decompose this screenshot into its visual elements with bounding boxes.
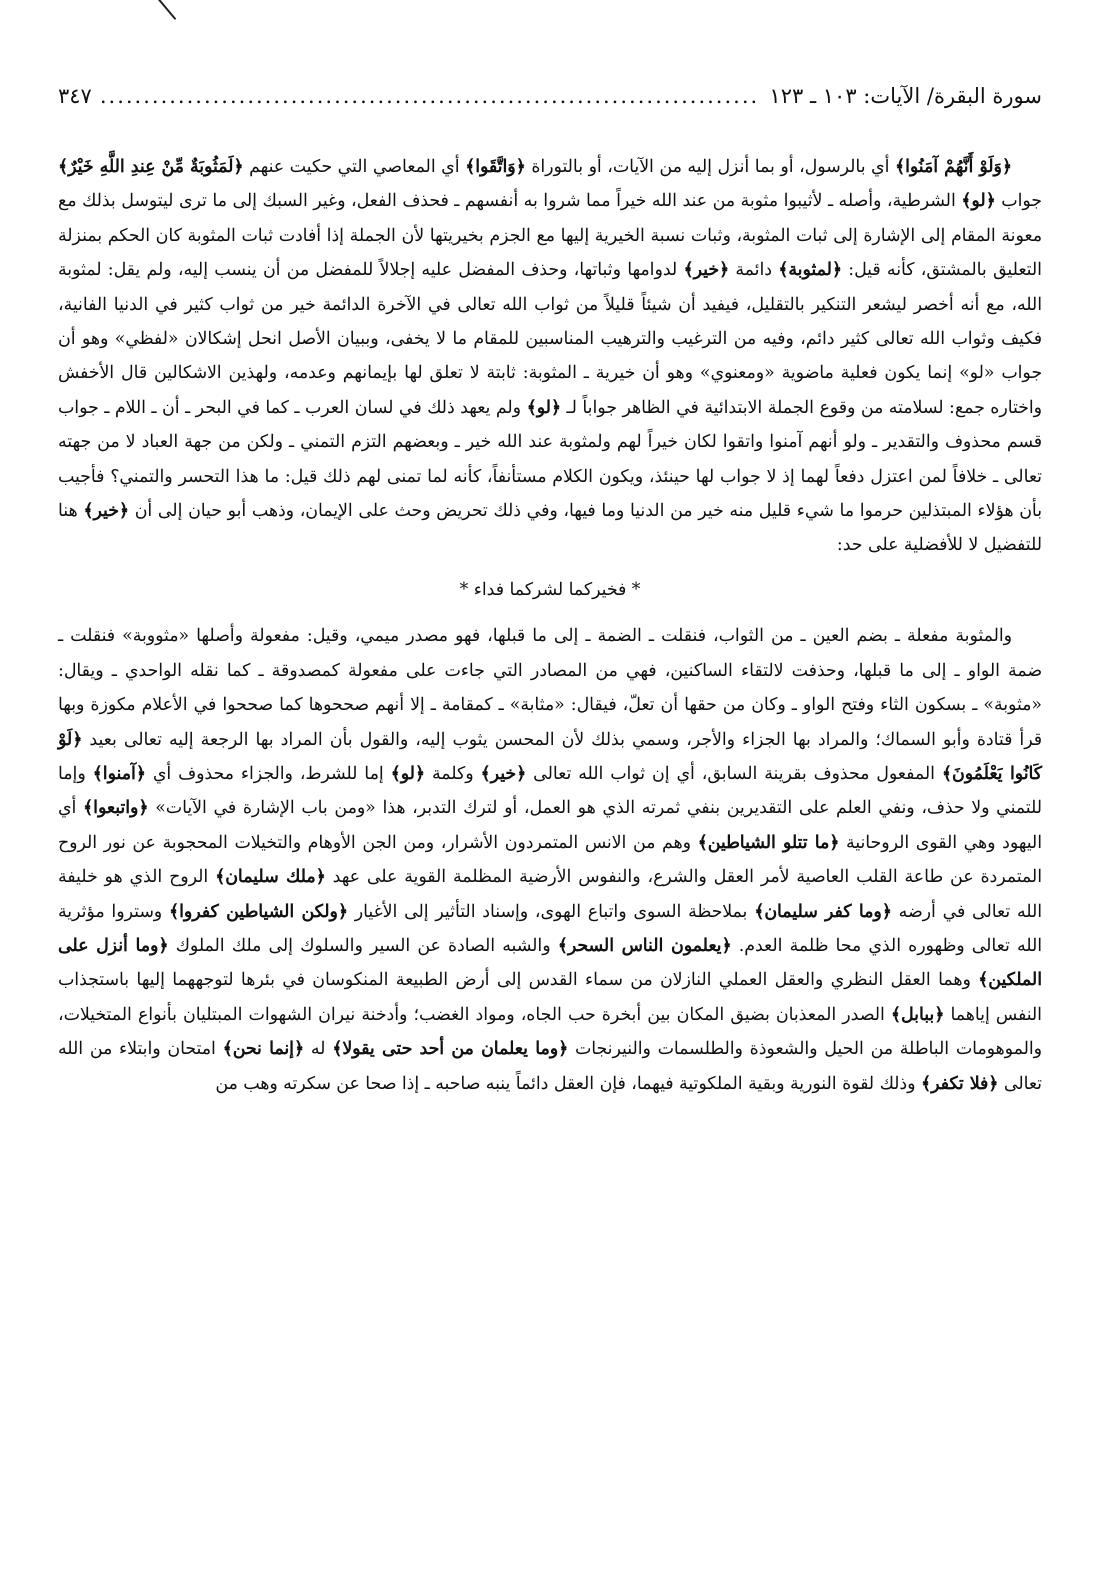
quran-quote: ﴿وما يعلمان من أحد حتى يقولا﴾ <box>332 1039 569 1060</box>
paragraph <box>58 150 1042 563</box>
text-run: وهما العقل النظري والعقل العملي النازلان من سماء القدس إلى أرض الطبيعة المنكوسان في بئرها لتوجههما إليها باستجذاب النفس إياهما <box>58 970 1042 1025</box>
quran-quote: ﴿وما كفر سليمان﴾ <box>754 901 892 922</box>
paragraph <box>58 619 1042 1101</box>
text-run: والمثوبة مفعلة ـ بضم العين ـ من الثواب، فنقلت ـ الضمة ـ إلى ما قبلها، فهو مصدر ميمي، وقيل: مفعولة وأصلها «مثووبة» فنقلت ـ ضمة الواو ـ إلى ما قبلها، وحذفت لالتقاء الساكنين، فهي من المصادر التي جاءت على مفعولة كمصدوقة ـ كما نقله الواحدي ـ ويقال: «مثوبة» ـ بسكون الثاء وفتح الواو ـ وكان من حقها أن تعلّ، فيقال: «مثابة» ـ كمقامة ـ إلا أنهم صححوها كما صححوا في الأعلام مكوزة وبها قرأ قتادة وأبو السماك؛ والمراد بها الجزاء والأجر، وسمي بذلك لأن المحسن يثوب إليه، والقول بأن المراد بها الرجعة إليه تعالى بعيد <box>58 626 1042 750</box>
quran-quote: ﴿لو﴾ <box>390 763 426 784</box>
text-run: إما للشرط، والجزاء محذوف أي <box>145 763 391 784</box>
text-run: والشبه الصادة عن السير والسلوك إلى ملك الملوك <box>168 935 558 956</box>
quran-quote: ﴿آمنوا﴾ <box>92 763 146 784</box>
quran-quote: ﴿إنما نحن﴾ <box>222 1039 305 1060</box>
text-run: الروح الذي هو خليفة الله تعالى في أرضه <box>58 867 1043 922</box>
quran-quote: ﴿ما تتلو الشياطين﴾ <box>697 832 840 853</box>
text-run: المفعول محذوف بقرينة السابق، أي إن ثواب الله تعالى <box>526 763 942 784</box>
text-run: وكلمة <box>425 763 481 784</box>
quran-quote: ﴿لو﴾ <box>526 397 562 418</box>
leader-dots <box>100 84 762 108</box>
text-run: له <box>304 1039 333 1060</box>
quran-quote: ﴿لمثوبة﴾ <box>778 260 842 281</box>
surah-title: سورة البقرة/ الآيات: ١٠٣ ـ ١٢٣ <box>769 84 1042 108</box>
text-run: * فخيركما لشركما فداء * <box>459 579 641 600</box>
poetry-verse <box>58 573 1042 607</box>
scan-mark <box>158 0 176 20</box>
quran-quote: ﴿وَاتَّقَوا﴾ <box>465 157 526 177</box>
text-run: دائمة <box>729 260 779 281</box>
text-run: جواب <box>995 191 1042 212</box>
text-run: أي اليهود وهي القوى الروحانية <box>58 798 1042 853</box>
quran-quote: ﴿ملك سليمان﴾ <box>215 867 326 888</box>
text-run: أي المعاصي التي حكيت عنهم <box>243 157 466 177</box>
quran-quote: ﴿خير﴾ <box>480 763 527 784</box>
page-number: ٣٤٧ <box>58 84 92 108</box>
text-run: بملاحظة السوى واتباع الهوى، وإسناد التأثير إلى الأغيار <box>347 901 755 922</box>
text-run: لدوامها وثباتها، وحذف المفضل عليه إجلالاً للمفضل من أن ينسب إليه، ولم يقل: لمثوبة الله، مع أنه أخصر ليشعر التنكير بالتقليل، فيفيد أن شيئاً قليلاً من ثواب الله تعالى في الآخرة الدائمة خير من ثواب كثير في الدنيا الفانية، فكيف وثواب الله تعالى كثير دائم، وفيه من الترغيب والترهيب المناسبين للمقام ما لا يخفى، وببيان الأصل انحل إشكالان «لفظي» وهو أن جواب «لو» إنما يكون فعلية ماضوية «ومعنوي» وهو أن خيرية ـ المثوبة: ثابتة لا تعلق لها بإيمانهم وعدمه، ولهذين الاشكالين قال الأخفش واختاره جمع: لسلامته من وقوع الجملة الابتدائية في الظاهر جواباً لـ <box>58 260 1042 418</box>
book-page <box>58 0 1042 1574</box>
text-run: ولم يعهد ذلك في لسان العرب ـ كما في البحر ـ أن ـ اللام ـ جواب قسم محذوف والتقدير ـ ولو أنهم آمنوا واتقوا لكان خيراً لهم ولمثوبة عند الله خير ـ وبعضهم التزم التمني ـ ولكن من جهة العباد لا من جهته تعالى ـ خلافاً لمن اعتزل دفعاً لهما إذ لا جواب لها حينئذ، ويكون الكلام مستأنفاً، كأنه لما تمنى لهم ذلك قيل: ما هذا التحسر والتمني؟ فأجيب بأن هؤلاء المبتذلين حرموا ما شيء قليل منه خير من الدنيا وما فيها، وفي ذلك تحريض وحث على الإيمان، وذهب أبو حيان إلى أن <box>58 397 1043 522</box>
text-run: أي بالرسول، أو بما أنزل إليه من الآيات، أو بالتوراة <box>525 157 895 177</box>
quran-quote: ﴿وما أنزل على الملكين﴾ <box>58 935 1042 991</box>
quran-quote: ﴿لَمَثُوبَةٌ مِّنْ عِندِ اللَّهِ خَيْرٌ﴾ <box>58 157 244 177</box>
text-run: الشرطية، وأصله ـ لأثيبوا مثوبة من عند الله خيراً مما شروا به أنفسهم ـ فحذف الفعل، وغير السبك إلى ما ترى ليتوسل بذلك مع معونة المقام إلى الإشارة إلى ثبات المثوبة، وثبات نسبة الخيرية إليها مع الجزم بخيريتها لأن الجملة إذا أفادت ثبات المثوبة كان الحكم بمنزلة التعليق بالمشتق، كأنه قيل: <box>58 191 1042 281</box>
text-run: وستروا مؤثرية الله تعالى وظهوره الذي محا ظلمة العدم. <box>58 901 1043 956</box>
quran-quote: ﴿ولكن الشياطين كفروا﴾ <box>168 901 348 922</box>
body-text <box>58 150 1042 1101</box>
quran-quote: ﴿واتبعوا﴾ <box>83 798 149 819</box>
quran-quote: ﴿خير﴾ <box>683 260 730 281</box>
text-run: وذلك لقوة النورية وبقية الملكوتية فيهما، فإن العقل دائماً ينبه صاحبه ـ إذا صحا عن سكرته وهب من <box>215 1073 921 1094</box>
text-run: وهم من الانس المتمردون الأشرار، ومن الجن الأوهام والتخيلات المحجوبة عن نور الروح المتمردة عن طاعة القلب العاصية لأمر العقل والشرع، والنفوس الأرضية المظلمة القوية على عهد <box>58 832 1042 888</box>
quran-quote: ﴿لَوْ كَانُوا يَعْلَمُونَ﴾ <box>58 729 1042 784</box>
quran-quote: ﴿خير﴾ <box>83 501 129 522</box>
quran-quote: ﴿يعلمون الناس السحر﴾ <box>557 935 732 956</box>
text-run: امتحان وابتلاء من الله تعالى <box>58 1039 1042 1094</box>
text-run: الصدر المعذبان بضيق المكان بين أبخرة حب الجاه، ومواد الغضب؛ وأدخنة نيران الشهوات المبتليان بأنواع المتخيلات، والموهومات الباطلة من الحيل والشعوذة والطلسمات والنيرنجات <box>58 1004 1042 1060</box>
text-run: هنا للتفضيل لا للأفضلية على حد: <box>58 501 1042 556</box>
quran-quote: ﴿فلا تكفر﴾ <box>920 1073 999 1094</box>
text-run: وإما للتمني ولا حذف، ونفي العلم على التقديرين بنفي ثمرته الذي هو العمل، أو لترك التدبر، هذا «ومن باب الإشارة في الآيات» <box>58 763 1042 819</box>
quran-quote: ﴿لو﴾ <box>961 191 996 212</box>
running-header <box>58 84 1042 118</box>
quran-quote: ﴿ببابل﴾ <box>890 1004 945 1025</box>
quran-quote: ﴿وَلَوْ أَنَّهُمْ آمَنُوا﴾ <box>894 157 1012 177</box>
